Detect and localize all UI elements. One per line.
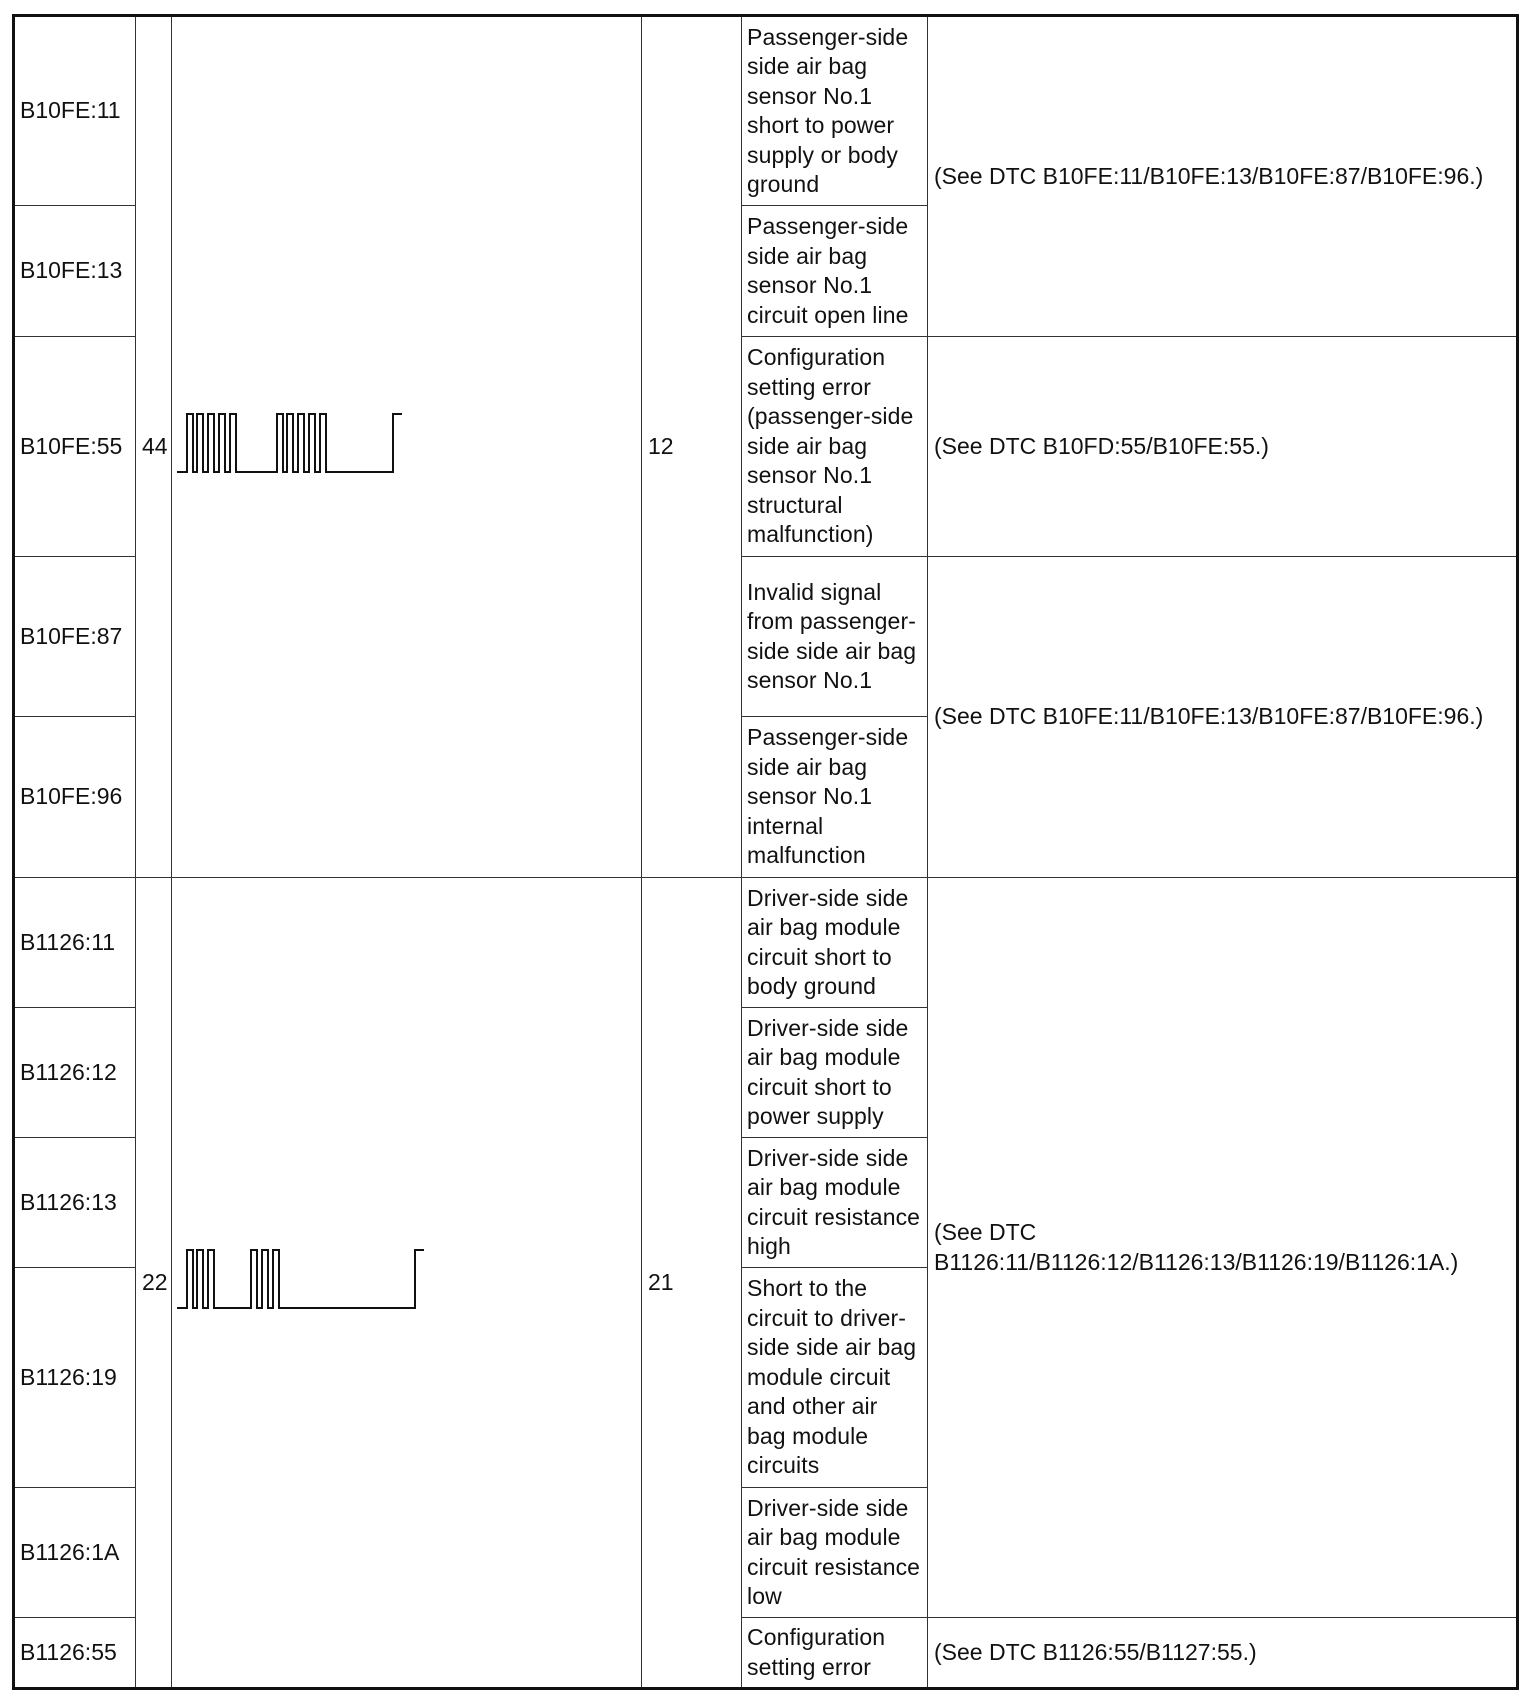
dtc-code: B10FE:13 bbox=[14, 206, 136, 337]
dtc-description: Invalid signal from passenger-side side air bag sensor No.1 bbox=[742, 557, 928, 717]
reference-link[interactable]: (See DTC B1126:55/B1127:55.) bbox=[928, 1618, 1518, 1689]
reference-link[interactable]: (See DTC B10FE:11/B10FE:13/B10FE:87/B10FE:96.) bbox=[928, 16, 1518, 337]
pin-number: 22 bbox=[136, 878, 172, 1689]
reference-link[interactable]: (See DTC B10FD:55/B10FE:55.) bbox=[928, 337, 1518, 557]
dtc-description: Passenger-side side air bag sensor No.1 circuit open line bbox=[742, 206, 928, 337]
waveform-icon bbox=[177, 1248, 637, 1318]
dtc-description: Driver-side side air bag module circuit resistance high bbox=[742, 1138, 928, 1268]
dtc-code: B10FE:55 bbox=[14, 337, 136, 557]
dtc-code: B10FE:87 bbox=[14, 557, 136, 717]
dtc-code: B1126:13 bbox=[14, 1138, 136, 1268]
flash-pattern-waveform bbox=[172, 16, 642, 878]
dtc-code: B10FE:96 bbox=[14, 717, 136, 878]
dtc-description: Driver-side side air bag module circuit short to power supply bbox=[742, 1008, 928, 1138]
blink-count: 21 bbox=[642, 878, 742, 1689]
dtc-code: B1126:12 bbox=[14, 1008, 136, 1138]
table-row bbox=[14, 878, 1518, 1008]
dtc-code: B1126:11 bbox=[14, 878, 136, 1008]
table-row bbox=[14, 16, 1518, 206]
reference-link[interactable]: (See DTC B10FE:11/B10FE:13/B10FE:87/B10FE:96.) bbox=[928, 557, 1518, 878]
dtc-description: Short to the circuit to driver-side side air bag module circuit and other air bag module circuits bbox=[742, 1268, 928, 1488]
dtc-description: Driver-side side air bag module circuit short to body ground bbox=[742, 878, 928, 1008]
pin-number: 44 bbox=[136, 16, 172, 878]
blink-count: 12 bbox=[642, 16, 742, 878]
dtc-description: Driver-side side air bag module circuit resistance low bbox=[742, 1488, 928, 1618]
dtc-code: B10FE:11 bbox=[14, 16, 136, 206]
dtc-code: B1126:1A bbox=[14, 1488, 136, 1618]
dtc-code: B1126:55 bbox=[14, 1618, 136, 1689]
flash-pattern-waveform bbox=[172, 878, 642, 1689]
dtc-code: B1126:19 bbox=[14, 1268, 136, 1488]
dtc-description: Passenger-side side air bag sensor No.1 short to power supply or body ground bbox=[742, 16, 928, 206]
reference-link[interactable]: (See DTC B1126:11/B1126:12/B1126:13/B1126:19/B1126:1A.) bbox=[928, 878, 1518, 1618]
dtc-table bbox=[12, 14, 1519, 1690]
dtc-description: Configuration setting error (passenger-side side air bag sensor No.1 structural malfunction) bbox=[742, 337, 928, 557]
dtc-description: Configuration setting error bbox=[742, 1618, 928, 1689]
dtc-description: Passenger-side side air bag sensor No.1 internal malfunction bbox=[742, 717, 928, 878]
waveform-icon bbox=[177, 412, 637, 482]
